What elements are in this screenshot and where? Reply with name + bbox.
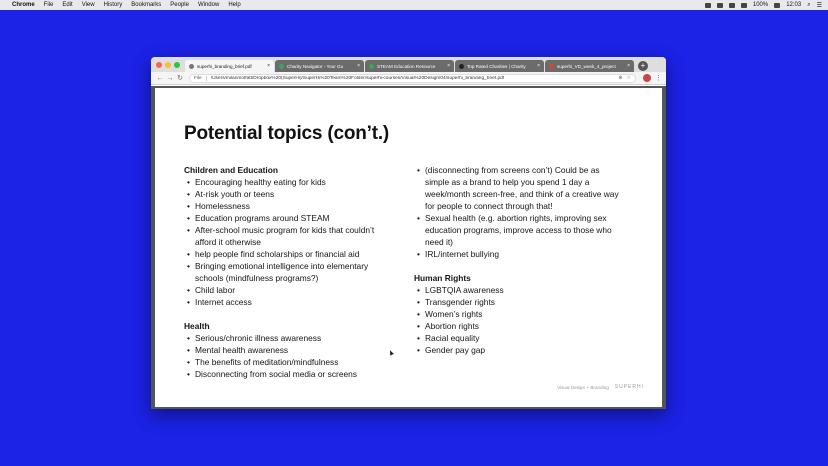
section-heading-children-education: Children and Education (184, 165, 278, 175)
address-scheme-label: File (194, 76, 207, 81)
list-item: • Racial equality (414, 332, 624, 344)
menu-bookmarks[interactable]: Bookmarks (131, 2, 162, 8)
children-education-list (184, 176, 389, 308)
back-arrow-icon[interactable]: ← (156, 74, 164, 82)
menu-help[interactable]: Help (228, 2, 241, 8)
browser-tab[interactable] (185, 60, 274, 72)
tab-label: Charity Navigator - Your Gu (287, 63, 344, 69)
list-item: • IRL/internet bullying (414, 248, 624, 260)
browser-tab[interactable] (365, 60, 454, 72)
tab-favicon-icon (549, 64, 554, 69)
continued-list (414, 164, 624, 260)
tab-strip (151, 57, 666, 72)
battery-icon[interactable] (774, 3, 780, 8)
tab-label: superhi_branding_brief.pdf (197, 63, 252, 69)
close-window-button[interactable] (156, 62, 162, 68)
list-item: • (disconnecting from screens con’t) Could be as simple as a brand to help you spend 1 day a week/month screen-free, and think of a creative way for people to connect through that! (414, 164, 624, 212)
tab-close-icon[interactable]: × (447, 63, 450, 69)
menu-kebab-icon[interactable]: ⋮ (655, 75, 662, 82)
browser-toolbar (151, 72, 666, 85)
macos-menubar (0, 0, 828, 10)
menu-window[interactable]: Window (197, 2, 220, 8)
list-item: • Transgender rights (414, 296, 624, 308)
notification-center-icon[interactable]: ☰ (816, 2, 822, 9)
tab-label: STEAM Education Resource (377, 63, 436, 69)
battery-percent: 100% (752, 2, 769, 8)
profile-avatar[interactable] (643, 74, 651, 82)
list-item: • Internet access (184, 296, 389, 308)
spacer (414, 260, 624, 272)
menu-people[interactable]: People (170, 2, 189, 8)
slide-footer (557, 384, 644, 390)
spacer (184, 308, 389, 320)
screen-icon[interactable] (717, 3, 723, 8)
minimize-window-button[interactable] (165, 62, 171, 68)
health-list (184, 332, 389, 380)
bookmark-star-icon[interactable]: ☆ (626, 75, 631, 81)
right-column (414, 164, 624, 356)
list-item: • Bringing emotional intelligence into elementary schools (mindfulness programs?) (184, 260, 389, 284)
zoom-window-button[interactable] (174, 62, 180, 68)
tab-label: Top Rated Charities | Charity (467, 63, 526, 69)
list-item: • LGBTQIA awareness (414, 284, 624, 296)
list-item: • Serious/chronic illness awareness (184, 332, 389, 344)
wifi-icon[interactable] (741, 3, 747, 8)
tab-close-icon[interactable]: × (627, 63, 630, 69)
footer-brand-logo: SUPERHI (614, 384, 644, 390)
list-item: • help people find scholarships or financial aid (184, 248, 389, 260)
reload-icon[interactable]: ↻ (177, 75, 183, 82)
spotlight-icon[interactable]: ⌕ (807, 1, 811, 8)
bluetooth-icon[interactable] (729, 3, 735, 8)
list-item: • Women’s rights (414, 308, 624, 320)
address-url[interactable]: /Users/milanmoffatt/Dropbox%20(SuperHi)/SuperHi%20Team%20Folder/superhi-courses/Visual%20Design/04/superhi_branding_brief.pdf (210, 75, 505, 81)
list-item: • Education programs around STEAM (184, 212, 389, 224)
clock[interactable]: 12:03 (786, 2, 802, 8)
tab-close-icon[interactable]: × (357, 63, 360, 69)
list-item: • Encouraging healthy eating for kids (184, 176, 389, 188)
list-item: • Abortion rights (414, 320, 624, 332)
section-heading-human-rights: Human Rights (414, 273, 471, 283)
list-item: • Mental health awareness (184, 344, 389, 356)
address-bar[interactable] (189, 74, 636, 83)
page-title: Potential topics (con’t.) (184, 123, 390, 144)
browser-tab[interactable] (455, 60, 544, 72)
tab-favicon-icon (369, 64, 374, 69)
tab-favicon-icon (459, 64, 464, 69)
section-heading-health: Health (184, 321, 210, 331)
footer-course: Visual Design + Branding (557, 384, 609, 390)
menu-edit[interactable]: Edit (62, 2, 73, 8)
menu-file[interactable]: File (43, 2, 54, 8)
tab-favicon-icon (189, 64, 194, 69)
list-item: • Child labor (184, 284, 389, 296)
list-item: • After-school music program for kids that couldn’t afford it otherwise (184, 224, 389, 248)
status-tray (699, 2, 828, 9)
zoom-icon[interactable]: ⊕ (618, 75, 623, 81)
list-item: • Disconnecting from social media or screens (184, 368, 389, 380)
menu-history[interactable]: History (103, 2, 123, 8)
human-rights-list (414, 284, 624, 356)
list-item: • Sexual health (e.g. abortion rights, improving sex education programs, improve access to those who need it) (414, 212, 624, 248)
list-item: • At-risk youth or teens (184, 188, 389, 200)
menu-chrome[interactable]: Chrome (12, 2, 35, 8)
list-item: • The benefits of meditation/mindfulness (184, 356, 389, 368)
browser-tab[interactable] (275, 60, 364, 72)
forward-arrow-icon[interactable]: → (166, 74, 174, 82)
list-item: • Homelessness (184, 200, 389, 212)
browser-window (151, 57, 666, 409)
tab-label: superhi_VD_week_4_project (557, 63, 616, 69)
tab-favicon-icon (279, 64, 284, 69)
tab-close-icon[interactable]: × (537, 63, 540, 69)
mouse-pointer-icon (388, 349, 394, 355)
new-tab-button[interactable]: + (638, 61, 648, 71)
list-item: • Gender pay gap (414, 344, 624, 356)
menu-view[interactable]: View (81, 2, 95, 8)
pdf-page (155, 88, 662, 407)
window-controls (156, 62, 183, 68)
pdf-viewer[interactable] (151, 86, 666, 409)
left-column (184, 164, 389, 380)
dropbox-icon[interactable] (705, 3, 711, 8)
tab-close-icon[interactable]: × (267, 63, 270, 69)
browser-tab[interactable] (545, 60, 634, 72)
tabs (185, 60, 635, 72)
